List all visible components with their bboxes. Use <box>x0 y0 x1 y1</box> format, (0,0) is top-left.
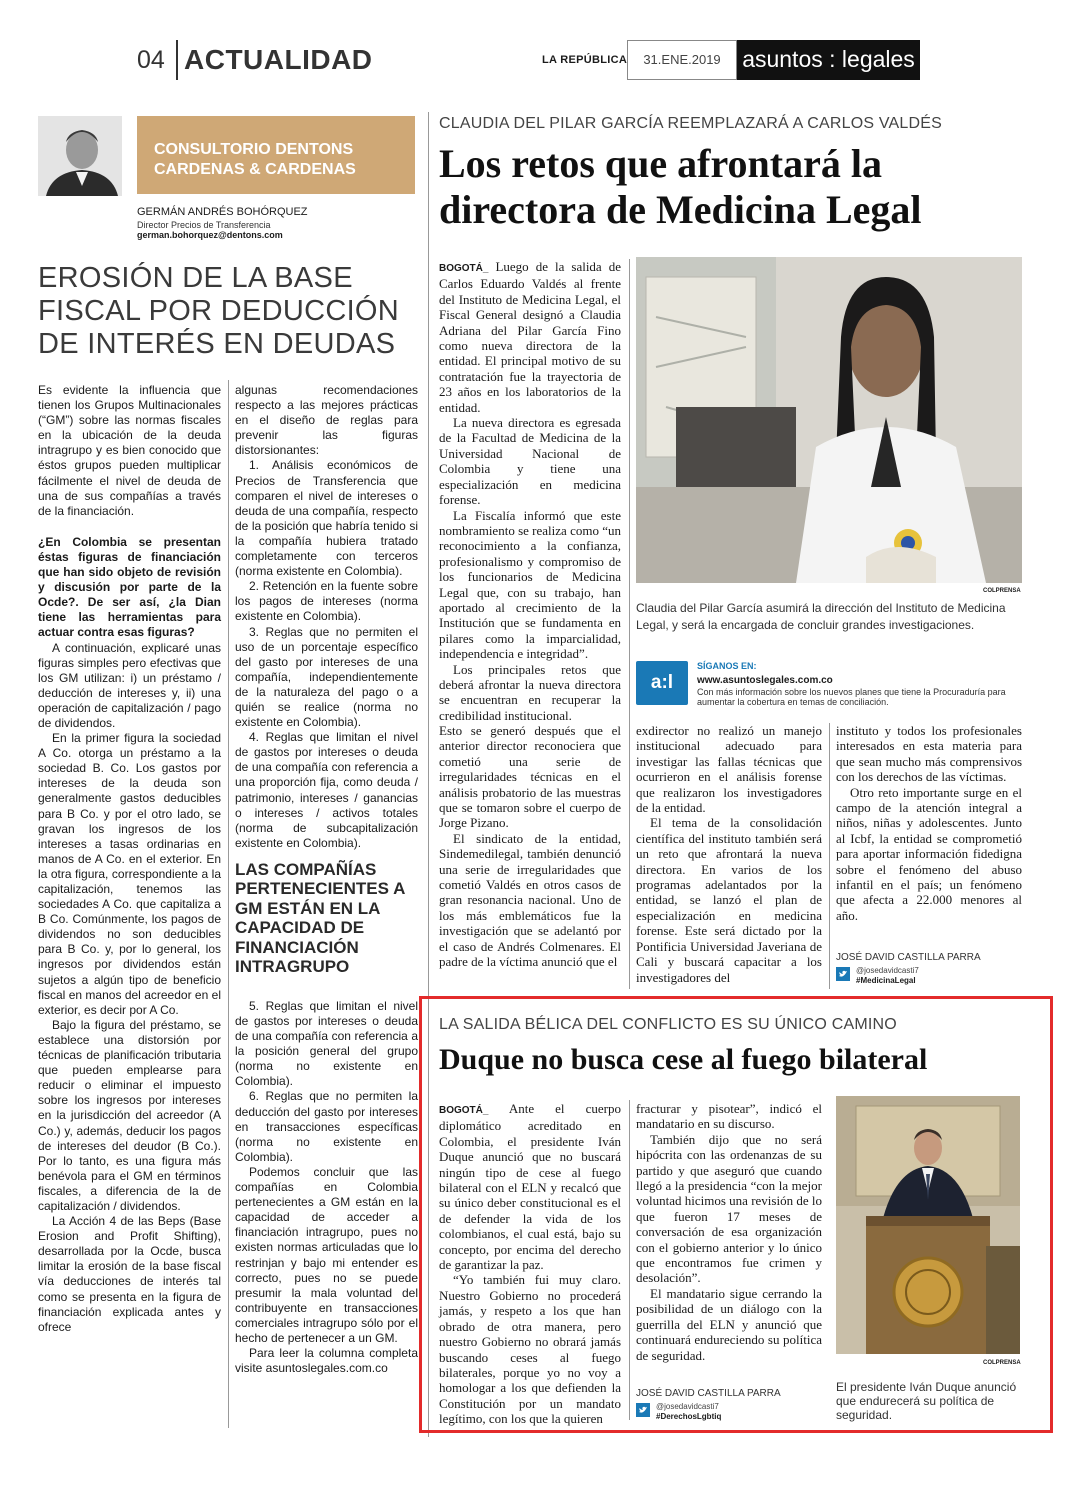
paragraph: También dijo que no será hipócrita con las ordenanzas de su partido y que aseguró que cuando llegó a la presidencia “con la mejor voluntad hicimos una revisión de lo que fueron 17 meses de conversación de esa organización con el gobierno anterior y lo único que encontramos fue crimen y desolación”. <box>636 1131 822 1286</box>
twitter-handle[interactable]: @josedavidcasti7 <box>656 1402 719 1411</box>
paragraph: Luego de la salida de Carlos Eduardo Valdés al frente del Instituto de Medicina Legal, el Fiscal General designó a Claudia Adriana del Pilar García Fino como nueva directora de la entidad. El principal motivo de su contratación fue la trayectoria de 23 años en los laboratorios de la entidad. <box>439 259 621 415</box>
paragraph: Los principales retos que deberá afrontar la nueva directora se encuentran en recuperar la credibilidad institucional. <box>439 661 621 723</box>
brand-logo: asuntos : legales <box>737 40 920 80</box>
paragraph: La Fiscalía informó que este nombramiento se realiza como “un reconocimiento a la confianza, profesionalismo y compromiso de los funcionarios de Medicina Legal que, con su trabajo, han aportado al crecimiento de la Institución que se fundamenta en pilares como la imparcialidad, independencia e integridad”. <box>439 507 621 662</box>
paragraph: 1. Análisis económicos de Precios de Transferencia que comparen el nivel de intereses o deuda de una compañía, respecto de la posición que habría tenido si la compañía hubiera tratado completamente con terceros (norma existente en Colombia). <box>235 458 418 579</box>
twitter-icon[interactable] <box>636 1403 650 1417</box>
paragraph: fracturar y pisotear”, indicó el mandatario en su discurso. <box>636 1101 822 1132</box>
author-role: Director Precios de Transferencia <box>137 220 271 230</box>
follow-label: SÍGANOS EN: <box>697 661 757 671</box>
column-rule <box>629 259 630 989</box>
dateline: BOGOTÁ_ <box>439 263 489 274</box>
follow-url-link[interactable]: www.asuntoslegales.com.co <box>697 675 833 686</box>
paragraph: 6. Reglas que no permiten la deducción del gasto por intereses en transacciones específicas (norma no existente en Colombia). <box>235 1089 418 1164</box>
follow-description: Con más información sobre los nuevos planes que tiene la Procuraduría para aumentar la cobertura en temas de conciliación. <box>697 687 1006 707</box>
paragraph: 4. Reglas que limitan el nivel de gastos por intereses o deuda de una compañía con referencia a una proporción fija, como deuda / patrimonio, intereses / ganancias o intereses / activos totales (norma de subcapitalización existente en Colombia). <box>235 730 418 850</box>
paragraph: Podemos concluir que las compañías en Colombia pertenecientes a GM están en la capacidad de acceder a financiación intragrupo, pues no existen normas articuladas que lo restrinjan y bajo mi entender es correcto, pues no se puede presumir la mala voluntad del contribuyente en transacciones comerciales intragrupo sólo por el hecho de pertenecer a un GM. <box>235 1164 418 1345</box>
paragraph: El mandatario sigue cerrando la posibilidad de un diálogo con la guerrilla del ELN y anunció que continuará endureciendo su política de seguridad. <box>636 1285 822 1363</box>
paragraph-question: ¿En Colombia se presentan éstas figuras de financiación que han sido objeto de revisión y discusión por parte de la Ocde?. De ser así, ¿la Dian tiene las herramientas para actuar contra esas figuras? <box>38 534 221 640</box>
article1-kicker: CLAUDIA DEL PILAR GARCÍA REEMPLAZARÁ A CARLOS VALDÉS <box>439 115 943 132</box>
paragraph: La nueva directora es egresada de la Facultad de Medicina de la Universidad Nacional de Colombia y tiene una especialización en medicina forense. <box>439 415 621 508</box>
newspaper-name: LA REPÚBLICA <box>542 54 628 66</box>
article2-photo <box>836 1096 1020 1354</box>
article1-body-1 <box>439 259 621 723</box>
author-photo <box>38 116 122 196</box>
twitter-handle[interactable]: @josedavidcasti7 <box>856 966 919 975</box>
column-rule <box>829 723 830 989</box>
photo-credit: COLPRENSA <box>983 1360 1021 1366</box>
consultorio-banner <box>137 116 415 194</box>
paragraph: A continuación, explicaré unas figuras simples pero efectivas que los GM utilizan: i) un préstamo / deducción de intereses y, ii) una operación de capitalización / pago de dividendos. <box>38 640 221 730</box>
paragraph: El sindicato de la entidad, Sindemedilegal, también denunció una serie de irregularidades que cometió Valdés en otros casos de gran resonancia nacional. Uno de los más emblemáticos fue la investigación que se adelantó por el caso de Andrés Colmenares. El padre de la víctima anunció que el <box>439 830 621 970</box>
paragraph: Es evidente la influencia que tienen los Grupos Multinacionales (“GM”) sobre las normas fiscales en la ubicación de la deuda intragrupo y es bien conocido que éstos grupos pueden multiplicar fácilmente el nivel de deuda de una de sus compañías a través de la financiación. <box>38 383 221 518</box>
paragraph: 2. Retención en la fuente sobre los pagos de intereses (norma existente en Colombia). <box>235 579 418 624</box>
paragraph: En la primer figura la sociedad A Co. otorga un préstamo a la sociedad B. Co. Los gastos por intereses de la deuda son generalmente gastos deducibles para B Co. y por el otro lado, se gravan los ingresos de los intereses a tasas ordinarias en manos de A Co. en el exterior. En la otra figura, correspondiente a la capitalización, tenemos las sociedades A Co. que capitaliza a B Co. Comúnmente, los pagos de dividendos no son deducibles para B Co. y, por lo general, los ingresos por dividendos están sujetos a algún tipo de beneficio fiscal en manos del acreedor en el exterior, es decir por A Co. <box>38 731 221 1017</box>
paragraph: Esto se generó después que el anterior director reconociera que cometió una serie de irregularidades técnicas en el análisis probatorio de las muestras que se tomaron sobre el cuerpo de Jorge Pizano. <box>439 723 621 831</box>
paragraph: El tema de la consolidación científica del instituto también será un reto que afrontará la nueva directora. En varios de los programas adelantados por la entidad, se lanzó el plan de especialización en medicina forense. Este será dictado por la Pontificia Universidad Javeriana de Cali y buscará capacitar a los investigadores del <box>636 815 822 985</box>
column-rule <box>228 380 229 1428</box>
hashtag[interactable]: #MedicinaLegal <box>856 976 916 985</box>
author-name: GERMÁN ANDRÉS BOHÓRQUEZ <box>137 206 308 218</box>
column-body-1 <box>38 383 221 1335</box>
article2-body-2 <box>636 1101 822 1363</box>
article1-body-3 <box>836 723 1022 923</box>
column-title: EROSIÓN DE LA BASE FISCAL POR DEDUCCIÓN DE INTERÉS EN DEUDAS <box>38 262 400 360</box>
author-signature: JOSÉ DAVID CASTILLA PARRA <box>636 1388 781 1399</box>
article2-headline: Duque no busca cese al fuego bilateral <box>439 1043 928 1076</box>
consultorio-line2: CARDENAS & CARDENAS <box>154 161 356 178</box>
article1-headline: Los retos que afrontará la directora de Medicina Legal <box>439 141 922 232</box>
photo-credit: COLPRENSA <box>983 588 1021 594</box>
consultorio-line1: CONSULTORIO DENTONS <box>154 141 354 158</box>
photo-caption: El presidente Iván Duque anunció que endurecerá su política de seguridad. <box>836 1380 1017 1422</box>
paragraph: Ante el cuerpo diplomático acreditado en Colombia, el presidente Iván Duque anunció que no buscará ningún tipo de cese al fuego bilateral con el ELN y recalcó que su único deber constitucional es el de defender la vida de los colombianos, el cual está, bajo su concepto, por encima del derecho de garantizar la paz. <box>439 1101 621 1273</box>
author-signature: JOSÉ DAVID CASTILLA PARRA <box>836 952 981 963</box>
pull-quote: LAS COMPAÑÍAS PERTENECIENTES A GM ESTÁN EN LA CAPACIDAD DE FINANCIACIÓN INTRAGRUPO <box>235 859 405 977</box>
section-title: ACTUALIDAD <box>184 44 373 75</box>
paragraph: algunas recomendaciones respecto a las mejores prácticas en el diseño de reglas para prevenir las figuras distorsionantes: <box>235 383 418 458</box>
paragraph: “Yo también fui muy claro. Nuestro Gobierno no procederá jamás, y respeto a los que han obrado de otra manera, pero nuestro Gobierno no obrará jamás buscando ceses al fuego bilaterales, porque yo no voy a homologar a los que defienden la Constitución por un mandato legítimo, con los que la quieren <box>439 1272 621 1427</box>
article1-photo <box>636 257 1022 583</box>
read-more-link[interactable]: Para leer la columna completa visite asuntoslegales.com.co <box>235 1346 418 1376</box>
hashtag[interactable]: #DerechosLgbtiq <box>656 1412 722 1421</box>
article2-kicker: LA SALIDA BÉLICA DEL CONFLICTO ES SU ÚNICO CAMINO <box>439 1016 897 1033</box>
photo-caption: Claudia del Pilar García asumirá la dirección del Instituto de Medicina Legal, y será la encargada de concluir grandes investigaciones. <box>636 601 1006 632</box>
twitter-icon[interactable] <box>836 967 850 981</box>
dateline: BOGOTÁ_ <box>439 1105 489 1116</box>
article1-body-1b <box>439 723 621 970</box>
section-divider <box>176 40 178 80</box>
asuntos-legales-icon[interactable]: a:l <box>636 661 688 705</box>
article1-body-2 <box>636 723 822 985</box>
paragraph: instituto y todos los profesionales interesados en esta materia para que sean mucho más comprensivos con los derechos de las víctimas. <box>836 723 1022 785</box>
paragraph: 3. Reglas que no permiten el uso de un porcentaje específico del gasto por intereses de una compañía, independientemente de la naturaleza del pago o a quién se realice (norma no existente en Colombia). <box>235 624 418 730</box>
paragraph: Bajo la figura del préstamo, se establece una distorsión por técnicas de planificación tributaria que pueden emplearse para reducir o eliminar el impuesto sobre los ingresos por intereses en la jurisdicción del acreedor (A Co.) y, además, deducir los pagos de intereses del deudor (B Co.). Por lo tanto, es una figura más benévola para el GM en términos fiscales, a diferencia de la de capitalización / dividendos. <box>38 1017 221 1213</box>
page-number: 04 <box>137 46 165 74</box>
paragraph: 5. Reglas que limitan el nivel de gastos por intereses o deuda de una compañía con referencia a la posición general del grupo (norma no existente en Colombia). <box>235 998 418 1089</box>
paragraph: La Acción 4 de las Beps (Base Erosion and Profit Shifting), desarrollada por la Ocde, busca limitar la erosión de la base fiscal vía deducciones de interés tal como se presenta en la figura de financiación explicada antes y ofrece <box>38 1214 221 1334</box>
paragraph: Otro reto importante surge en el campo de la atención integral a niños, niñas y adolescentes. Junto al Icbf, la entidad se comprometió para aportar información fidedigna sobre el fenómeno del abuso infantil en el país; un fenómeno que afecta a 22.000 menores al año. <box>836 784 1022 923</box>
article2-body-1 <box>439 1101 621 1427</box>
author-email[interactable]: german.bohorquez@dentons.com <box>137 230 283 240</box>
issue-date: 31.ENE.2019 <box>627 40 737 80</box>
column-body-2 <box>235 383 418 1376</box>
paragraph: exdirector no realizó un manejo institucional adecuado para investigar las fallas técnicas que ocurrieron en el análisis forense que realizaron los investigadores de la entidad. <box>636 723 822 816</box>
